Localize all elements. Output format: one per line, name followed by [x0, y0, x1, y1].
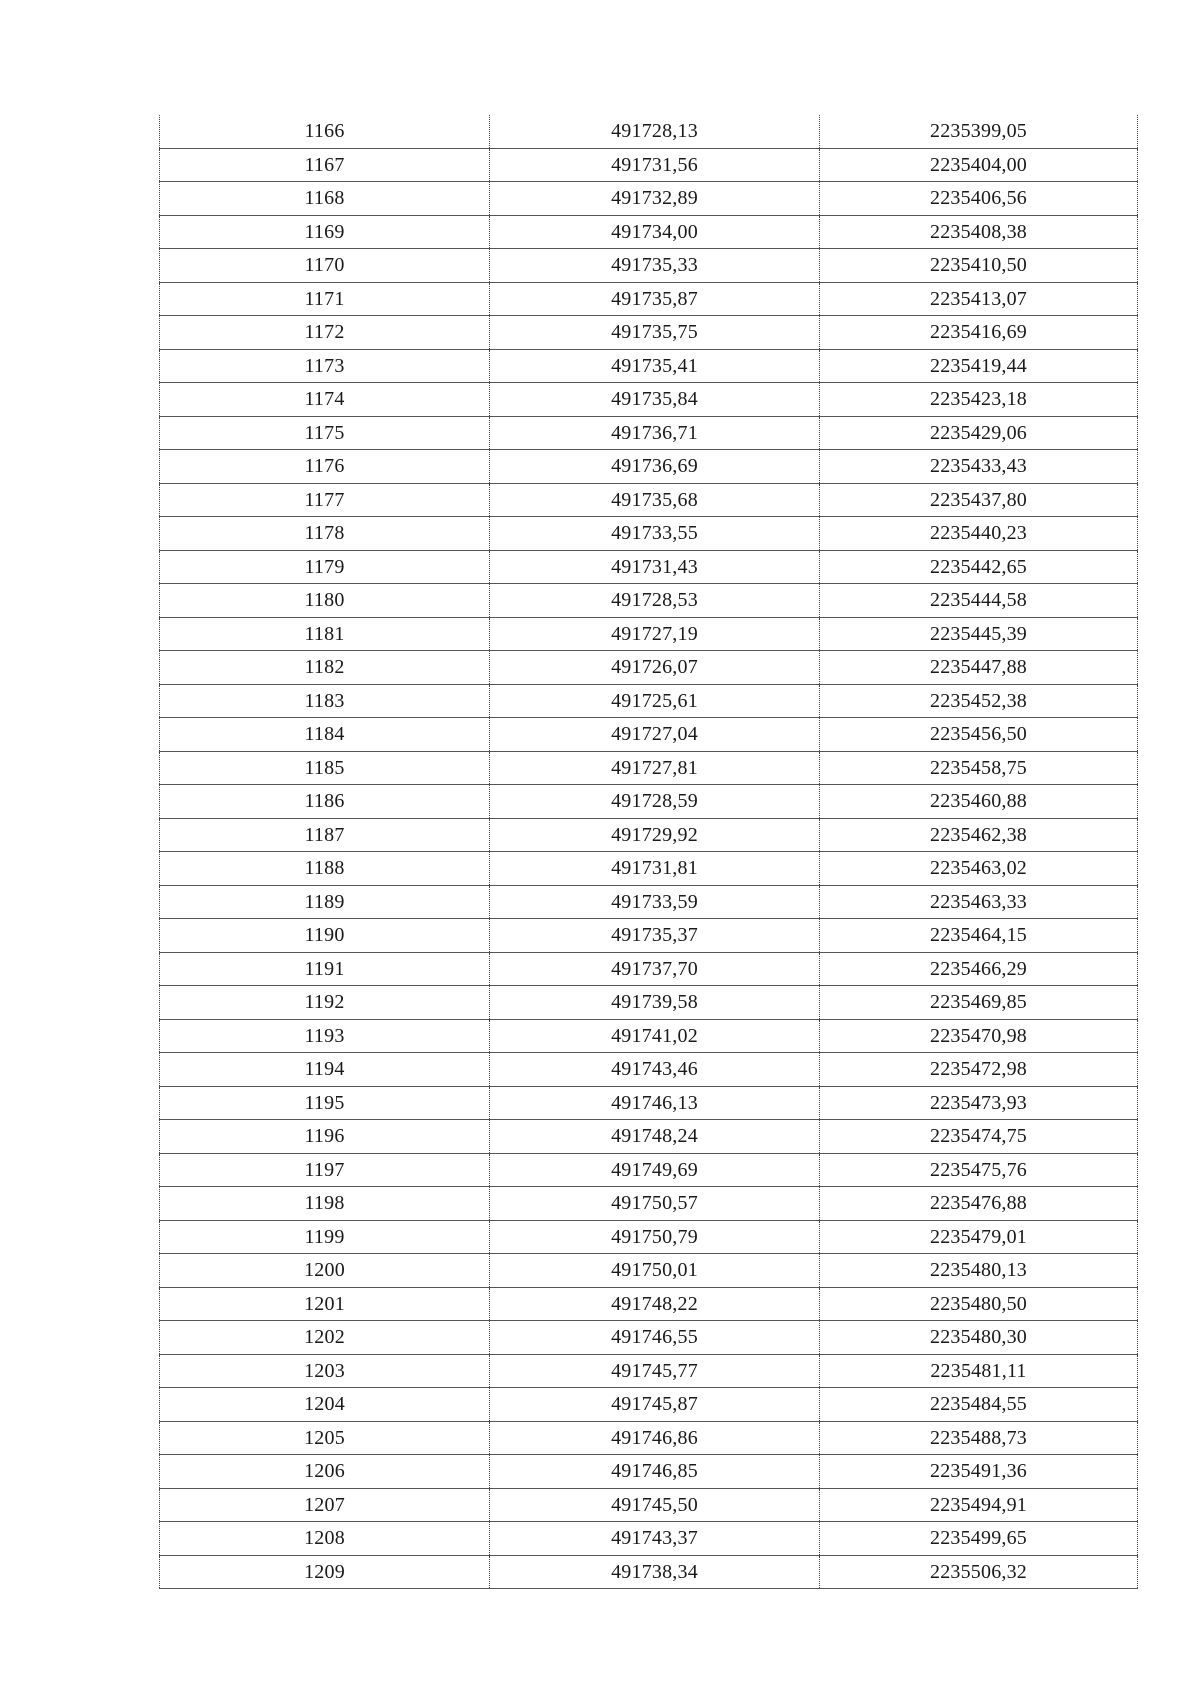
x-coordinate-cell: 491733,59 — [490, 885, 820, 919]
x-coordinate-cell: 491727,81 — [490, 751, 820, 785]
y-coordinate-cell: 2235429,06 — [820, 416, 1138, 450]
table-row — [160, 919, 1138, 953]
table-row — [160, 1287, 1138, 1321]
table-row — [160, 249, 1138, 283]
x-coordinate-cell: 491746,55 — [490, 1321, 820, 1355]
point-number-cell: 1201 — [160, 1287, 490, 1321]
x-coordinate-cell: 491732,89 — [490, 182, 820, 216]
x-coordinate-cell: 491738,34 — [490, 1555, 820, 1589]
y-coordinate-cell: 2235410,50 — [820, 249, 1138, 283]
x-coordinate-cell: 491731,81 — [490, 852, 820, 886]
y-coordinate-cell: 2235463,02 — [820, 852, 1138, 886]
y-coordinate-cell: 2235494,91 — [820, 1488, 1138, 1522]
x-coordinate-cell: 491735,41 — [490, 349, 820, 383]
y-coordinate-cell: 2235480,30 — [820, 1321, 1138, 1355]
y-coordinate-cell: 2235474,75 — [820, 1120, 1138, 1154]
table-row — [160, 1220, 1138, 1254]
x-coordinate-cell: 491735,68 — [490, 483, 820, 517]
y-coordinate-cell: 2235404,00 — [820, 148, 1138, 182]
x-coordinate-cell: 491725,61 — [490, 684, 820, 718]
point-number-cell: 1203 — [160, 1354, 490, 1388]
y-coordinate-cell: 2235444,58 — [820, 584, 1138, 618]
y-coordinate-cell: 2235506,32 — [820, 1555, 1138, 1589]
table-row — [160, 1421, 1138, 1455]
y-coordinate-cell: 2235462,38 — [820, 818, 1138, 852]
table-row — [160, 617, 1138, 651]
x-coordinate-cell: 491748,24 — [490, 1120, 820, 1154]
point-number-cell: 1204 — [160, 1388, 490, 1422]
x-coordinate-cell: 491743,37 — [490, 1522, 820, 1556]
table-row — [160, 718, 1138, 752]
table-row — [160, 1120, 1138, 1154]
y-coordinate-cell: 2235488,73 — [820, 1421, 1138, 1455]
point-number-cell: 1184 — [160, 718, 490, 752]
table-row — [160, 215, 1138, 249]
point-number-cell: 1193 — [160, 1019, 490, 1053]
y-coordinate-cell: 2235470,98 — [820, 1019, 1138, 1053]
y-coordinate-cell: 2235440,23 — [820, 517, 1138, 551]
table-row — [160, 316, 1138, 350]
table-row — [160, 517, 1138, 551]
x-coordinate-cell: 491733,55 — [490, 517, 820, 551]
x-coordinate-cell: 491745,87 — [490, 1388, 820, 1422]
y-coordinate-cell: 2235499,65 — [820, 1522, 1138, 1556]
point-number-cell: 1194 — [160, 1053, 490, 1087]
x-coordinate-cell: 491743,46 — [490, 1053, 820, 1087]
y-coordinate-cell: 2235437,80 — [820, 483, 1138, 517]
x-coordinate-cell: 491739,58 — [490, 986, 820, 1020]
point-number-cell: 1197 — [160, 1153, 490, 1187]
point-number-cell: 1175 — [160, 416, 490, 450]
table-row — [160, 1555, 1138, 1589]
y-coordinate-cell: 2235480,50 — [820, 1287, 1138, 1321]
y-coordinate-cell: 2235475,76 — [820, 1153, 1138, 1187]
y-coordinate-cell: 2235419,44 — [820, 349, 1138, 383]
table-row — [160, 1187, 1138, 1221]
point-number-cell: 1202 — [160, 1321, 490, 1355]
x-coordinate-cell: 491728,59 — [490, 785, 820, 819]
y-coordinate-cell: 2235399,05 — [820, 115, 1138, 148]
x-coordinate-cell: 491728,53 — [490, 584, 820, 618]
point-number-cell: 1181 — [160, 617, 490, 651]
x-coordinate-cell: 491736,71 — [490, 416, 820, 450]
point-number-cell: 1167 — [160, 148, 490, 182]
x-coordinate-cell: 491735,75 — [490, 316, 820, 350]
y-coordinate-cell: 2235452,38 — [820, 684, 1138, 718]
x-coordinate-cell: 491727,04 — [490, 718, 820, 752]
table-row — [160, 483, 1138, 517]
x-coordinate-cell: 491726,07 — [490, 651, 820, 685]
table-row — [160, 684, 1138, 718]
x-coordinate-cell: 491735,84 — [490, 383, 820, 417]
x-coordinate-cell: 491746,85 — [490, 1455, 820, 1489]
table-row — [160, 182, 1138, 216]
x-coordinate-cell: 491746,13 — [490, 1086, 820, 1120]
point-number-cell: 1200 — [160, 1254, 490, 1288]
x-coordinate-cell: 491736,69 — [490, 450, 820, 484]
point-number-cell: 1189 — [160, 885, 490, 919]
y-coordinate-cell: 2235406,56 — [820, 182, 1138, 216]
table-row — [160, 282, 1138, 316]
y-coordinate-cell: 2235491,36 — [820, 1455, 1138, 1489]
y-coordinate-cell: 2235460,88 — [820, 785, 1138, 819]
point-number-cell: 1195 — [160, 1086, 490, 1120]
table-row — [160, 550, 1138, 584]
x-coordinate-cell: 491734,00 — [490, 215, 820, 249]
y-coordinate-cell: 2235484,55 — [820, 1388, 1138, 1422]
table-row — [160, 450, 1138, 484]
point-number-cell: 1168 — [160, 182, 490, 216]
point-number-cell: 1180 — [160, 584, 490, 618]
table-row — [160, 416, 1138, 450]
point-number-cell: 1199 — [160, 1220, 490, 1254]
point-number-cell: 1173 — [160, 349, 490, 383]
point-number-cell: 1206 — [160, 1455, 490, 1489]
point-number-cell: 1178 — [160, 517, 490, 551]
y-coordinate-cell: 2235466,29 — [820, 952, 1138, 986]
point-number-cell: 1205 — [160, 1421, 490, 1455]
y-coordinate-cell: 2235456,50 — [820, 718, 1138, 752]
y-coordinate-cell: 2235480,13 — [820, 1254, 1138, 1288]
table-body — [160, 115, 1138, 1589]
y-coordinate-cell: 2235408,38 — [820, 215, 1138, 249]
x-coordinate-cell: 491750,79 — [490, 1220, 820, 1254]
table-row — [160, 1455, 1138, 1489]
x-coordinate-cell: 491741,02 — [490, 1019, 820, 1053]
y-coordinate-cell: 2235476,88 — [820, 1187, 1138, 1221]
point-number-cell: 1196 — [160, 1120, 490, 1154]
point-number-cell: 1192 — [160, 986, 490, 1020]
y-coordinate-cell: 2235423,18 — [820, 383, 1138, 417]
y-coordinate-cell: 2235413,07 — [820, 282, 1138, 316]
table-row — [160, 885, 1138, 919]
point-number-cell: 1183 — [160, 684, 490, 718]
point-number-cell: 1188 — [160, 852, 490, 886]
y-coordinate-cell: 2235433,43 — [820, 450, 1138, 484]
table-row — [160, 1019, 1138, 1053]
x-coordinate-cell: 491748,22 — [490, 1287, 820, 1321]
point-number-cell: 1185 — [160, 751, 490, 785]
table-row — [160, 383, 1138, 417]
point-number-cell: 1191 — [160, 952, 490, 986]
table-row — [160, 1488, 1138, 1522]
x-coordinate-cell: 491728,13 — [490, 115, 820, 148]
table-row — [160, 1522, 1138, 1556]
point-number-cell: 1208 — [160, 1522, 490, 1556]
y-coordinate-cell: 2235464,15 — [820, 919, 1138, 953]
y-coordinate-cell: 2235473,93 — [820, 1086, 1138, 1120]
x-coordinate-cell: 491729,92 — [490, 818, 820, 852]
point-number-cell: 1177 — [160, 483, 490, 517]
y-coordinate-cell: 2235416,69 — [820, 316, 1138, 350]
table-row — [160, 751, 1138, 785]
point-number-cell: 1186 — [160, 785, 490, 819]
point-number-cell: 1169 — [160, 215, 490, 249]
table-row — [160, 148, 1138, 182]
table-row — [160, 1153, 1138, 1187]
point-number-cell: 1182 — [160, 651, 490, 685]
table-row — [160, 1053, 1138, 1087]
point-number-cell: 1166 — [160, 115, 490, 148]
x-coordinate-cell: 491731,56 — [490, 148, 820, 182]
point-number-cell: 1207 — [160, 1488, 490, 1522]
point-number-cell: 1170 — [160, 249, 490, 283]
x-coordinate-cell: 491745,50 — [490, 1488, 820, 1522]
point-number-cell: 1209 — [160, 1555, 490, 1589]
x-coordinate-cell: 491737,70 — [490, 952, 820, 986]
table-row — [160, 349, 1138, 383]
x-coordinate-cell: 491746,86 — [490, 1421, 820, 1455]
point-number-cell: 1171 — [160, 282, 490, 316]
table-row — [160, 852, 1138, 886]
table-row — [160, 1254, 1138, 1288]
y-coordinate-cell: 2235445,39 — [820, 617, 1138, 651]
x-coordinate-cell: 491749,69 — [490, 1153, 820, 1187]
y-coordinate-cell: 2235442,65 — [820, 550, 1138, 584]
y-coordinate-cell: 2235463,33 — [820, 885, 1138, 919]
x-coordinate-cell: 491731,43 — [490, 550, 820, 584]
point-number-cell: 1179 — [160, 550, 490, 584]
table-row — [160, 1321, 1138, 1355]
point-number-cell: 1176 — [160, 450, 490, 484]
y-coordinate-cell: 2235472,98 — [820, 1053, 1138, 1087]
table-row — [160, 115, 1138, 148]
coordinates-table — [159, 115, 1138, 1589]
point-number-cell: 1187 — [160, 818, 490, 852]
table-row — [160, 1086, 1138, 1120]
y-coordinate-cell: 2235479,01 — [820, 1220, 1138, 1254]
point-number-cell: 1174 — [160, 383, 490, 417]
x-coordinate-cell: 491735,33 — [490, 249, 820, 283]
table-row — [160, 952, 1138, 986]
x-coordinate-cell: 491727,19 — [490, 617, 820, 651]
table-row — [160, 584, 1138, 618]
x-coordinate-cell: 491750,57 — [490, 1187, 820, 1221]
table-row — [160, 651, 1138, 685]
point-number-cell: 1172 — [160, 316, 490, 350]
x-coordinate-cell: 491735,37 — [490, 919, 820, 953]
table-row — [160, 818, 1138, 852]
y-coordinate-cell: 2235481,11 — [820, 1354, 1138, 1388]
table-row — [160, 1388, 1138, 1422]
table-row — [160, 986, 1138, 1020]
table-row — [160, 1354, 1138, 1388]
y-coordinate-cell: 2235469,85 — [820, 986, 1138, 1020]
x-coordinate-cell: 491735,87 — [490, 282, 820, 316]
point-number-cell: 1190 — [160, 919, 490, 953]
table-row — [160, 785, 1138, 819]
y-coordinate-cell: 2235458,75 — [820, 751, 1138, 785]
x-coordinate-cell: 491750,01 — [490, 1254, 820, 1288]
x-coordinate-cell: 491745,77 — [490, 1354, 820, 1388]
y-coordinate-cell: 2235447,88 — [820, 651, 1138, 685]
point-number-cell: 1198 — [160, 1187, 490, 1221]
